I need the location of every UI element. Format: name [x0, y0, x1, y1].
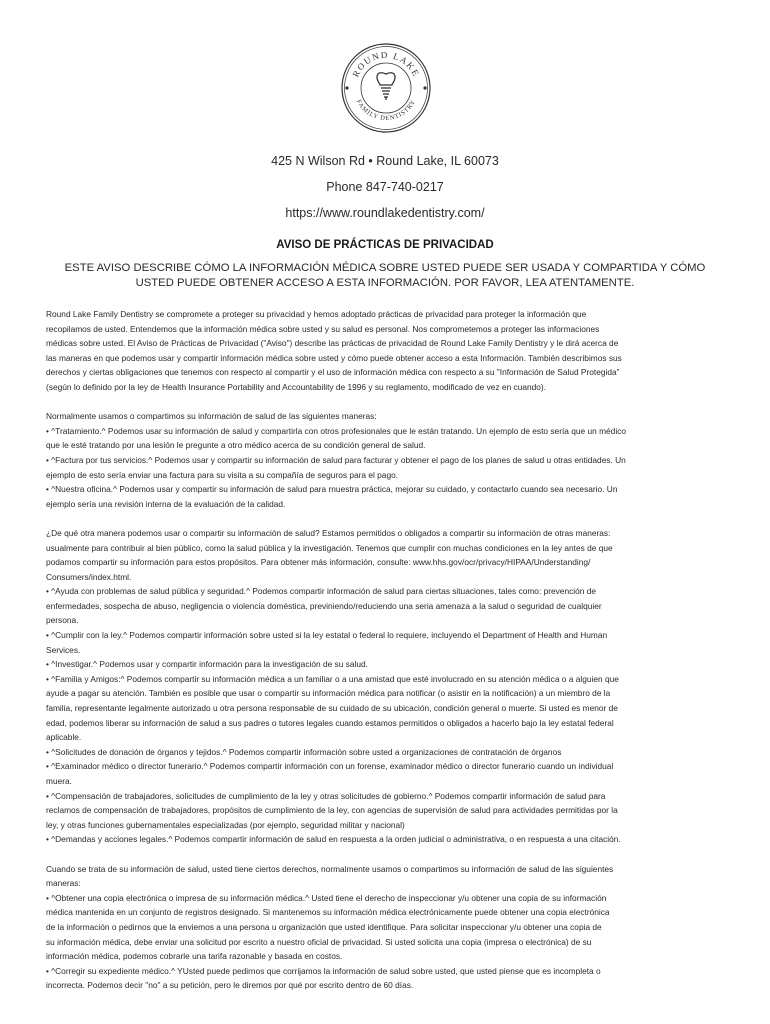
logo-bottom-text: FAMILY DENTISTRY: [354, 98, 418, 123]
body-line: (según lo definido por la ley de Health Insurance Portability and Accountability de 1996 y su reglamento, modificado de vez en cuando).: [46, 381, 547, 392]
body-line: edad, podemos liberar su información de salud a sus padres o tutores legales cuando estamos permitidos o obligados a hacerlo bajo la ley estatal federal: [46, 717, 614, 728]
tooth-implant-icon: [377, 73, 395, 100]
notice-subtitle: [50, 261, 720, 291]
body-line: ayude a pagar su atención. También es posible que usar o compartir su información médica para notificar (o asistir en la notificación) a un miembro de la: [46, 688, 611, 699]
body-line: muera.: [46, 776, 72, 786]
body-line: • ^Cumplir con la ley.^ Podemos compartir información sobre usted si la ley estatal o federal lo requiere, incluyendo el Department of Health and Human: [46, 630, 608, 641]
subtitle-line: CÓMO USTED PUEDE OBTENER ACCESO A ESTA INFORMACIÓN. POR FAVOR, LEA ATENTAMENTE.: [135, 262, 706, 289]
body-line: Services.: [46, 644, 81, 655]
body-line: ¿De qué otra manera podemos usar o compartir su información de salud? Estamos permitidos o obligados a compartir su información de otras maneras:: [46, 527, 611, 538]
body-line: maneras:: [46, 878, 81, 889]
body-line: Cuando se trata de su información de salud, usted tiene ciertos derechos, normalmente usamos o compartimos su información de salud de las siguientes: [46, 863, 614, 874]
body-line: de la información o pedirnos que la enviemos a una persona u organización que usted identifique. Para solicitar inspeccionar y/u obtener una copia de: [46, 921, 602, 932]
body-line: ley, y otras funciones gubernamentales especializadas (por ejemplo, seguridad militar y nacional): [46, 819, 405, 830]
body-line: Consumers/index.html.: [46, 571, 132, 582]
body-line: su información médica, debe enviar una solicitud por escrito a nuestro oficial de privacidad. Si usted solicita una copia (impresa o electrónica) de su: [46, 936, 592, 947]
notice-title: AVISO DE PRÁCTICAS DE PRIVACIDAD: [276, 239, 494, 251]
body-line: familia, representante legalmente autorizado u otra persona responsable de su cuidado de su ubicación, condición general o muerte. Si usted es menor de: [46, 703, 618, 714]
subtitle-line: ESTE AVISO DESCRIBE CÓMO LA INFORMACIÓN MÉDICA SOBRE USTED PUEDE SER USADA Y COMPARTIDA Y: [64, 262, 668, 274]
body-line: que le esté tratando por una lesión le pregunte a otro médico acerca de su condición general de salud.: [46, 440, 426, 451]
body-line: enfermedades, sospecha de abuso, negligencia o violencia doméstica, previniendo/reduciendo una seria amenaza a la salud o seguridad de cualquier: [46, 600, 602, 611]
body-line: • ^Solicitudes de donación de órganos y tejidos.^ Podemos compartir información sobre usted a organizaciones de contratación de órganos: [46, 746, 562, 757]
practice-logo: [340, 42, 432, 134]
body-line: médicas sobre usted. El Aviso de Prácticas de Privacidad ("Aviso") describe las prácticas de privacidad de Round Lake Family Dentistry y le dirá acerca de: [46, 338, 619, 349]
body-line: ejemplo sería una revisión interna de la evaluación de la calidad.: [46, 498, 286, 509]
body-line: reclamos de compensación de trabajadores, propósitos de cumplimiento de la ley, con agencias de supervisión de salud para actividades permitidas por la: [46, 805, 618, 816]
svg-text:FAMILY DENTISTRY: [355, 99, 417, 123]
body-line: podamos compartir su información para estos propósitos. Para obtener más información, consulte: www.hhs.gov/ocr/privacy/HIPAA/Understanding/: [46, 557, 591, 568]
logo-top-text: ROUND LAKE: [350, 49, 422, 79]
body-line: • ^Compensación de trabajadores, solicitudes de cumplimiento de la ley y otras solicitudes de gobierno.^ Podemos compartir información de salud para: [46, 790, 606, 801]
body-line: aplicable.: [46, 732, 82, 743]
body-line: derechos y ciertas obligaciones que tenemos con respecto al compartir y el uso de información médica con respecto a su "Información de Salud Protegida": [46, 367, 620, 378]
body-paragraph: [46, 409, 730, 511]
body-line: Normalmente usamos o compartimos su información de salud de las siguientes maneras:: [46, 411, 377, 422]
phone-line: Phone 847-740-0217: [326, 180, 444, 194]
body-line: Round Lake Family Dentistry se compromete a proteger su privacidad y hemos adoptado prácticas de privacidad para proteger la información que: [46, 309, 587, 319]
body-line: persona.: [46, 615, 79, 626]
body-line: • ^Corregir su expediente médico.^ YUsted puede pedirnos que corrijamos la información de salud sobre usted, que usted piense que es incompleta o: [46, 965, 601, 976]
body-line: • ^Tratamiento.^ Podemos usar su información de salud y compartirla con otros profesionales que le están tratando. Un ejemplo de esto sería que un médico: [46, 425, 626, 436]
body-line: médica mantenida en un conjunto de registros designado. Si mantenemos su información médica electrónicamente puede obtener una copia electrónica: [46, 907, 610, 918]
body-line: • ^Ayuda con problemas de salud pública y seguridad.^ Podemos compartir información de salud para ciertas situaciones, tales como: prevención de: [46, 586, 596, 597]
body-line: • ^Familia y Amigos:^ Podemos compartir su información médica a un familiar o a una amistad que esté involucrado en su atención médica o a alguien que: [46, 673, 619, 684]
body-line: • ^Demandas y acciones legales.^ Podemos compartir información de salud en respuesta a la orden judicial o administrativa, o en respuesta a una citación.: [46, 834, 621, 845]
body-line: información médica, podemos cobrarle una tarifa razonable y basada en costos.: [46, 951, 343, 962]
body-line: • ^Nuestra oficina.^ Podemos usar y compartir su información de salud para rnuestra práctica, mejorar su cuidado, y contactarlo cuando sea necesario. Un: [46, 484, 618, 495]
body-line: • ^Examinador médico o director funerario.^ Podemos compartir información con un forense, examinador médico o director funerario cuando un individual: [46, 761, 614, 772]
body-line: las maneras en que podemos usar y compartir información médica sobre usted y cómo puede obtener acceso a esta Información. También describimos sus: [46, 352, 622, 363]
address-line: 425 N Wilson Rd • Round Lake, IL 60073: [271, 154, 499, 168]
body-line: ejemplo de esto sería enviar una factura para su visita a su compañía de seguros para el pago.: [46, 469, 399, 480]
body-line: recopilamos de usted. Entendemos que la información médica sobre usted y su salud es personal. Nos comprometemos a proteger las informaciones: [46, 323, 600, 334]
body-line: • ^Factura por tus servicios.^ Podemos usar y compartir su información de salud para facturar y obtener el pago de los planes de salud u otras entidades. Un: [46, 454, 626, 465]
website-link[interactable]: https://www.roundlakedentistry.com/: [285, 206, 485, 220]
logo-seal: [340, 42, 432, 134]
body-line: • ^Investigar.^ Podemos usar y compartir información para la investigación de su salud.: [46, 659, 368, 670]
body-line: • ^Obtener una copia electrónica o impresa de su información médica.^ Usted tiene el derecho de inspeccionar y/u obtener una copia de su información: [46, 892, 607, 903]
body-line: usualmente para contribuir al bien público, como la salud pública y la investigación. Tenemos que cumplir con muchas condiciones en la ley antes de que: [46, 542, 613, 553]
body-paragraph: [46, 526, 730, 847]
body-paragraph: [46, 307, 730, 395]
body-paragraph: [46, 862, 730, 993]
body-line: incorrecta. Podemos decir "no" a su petición, pero le diremos por qué por escrito dentro de 60 días.: [46, 980, 414, 991]
notice-body: [46, 307, 730, 1008]
